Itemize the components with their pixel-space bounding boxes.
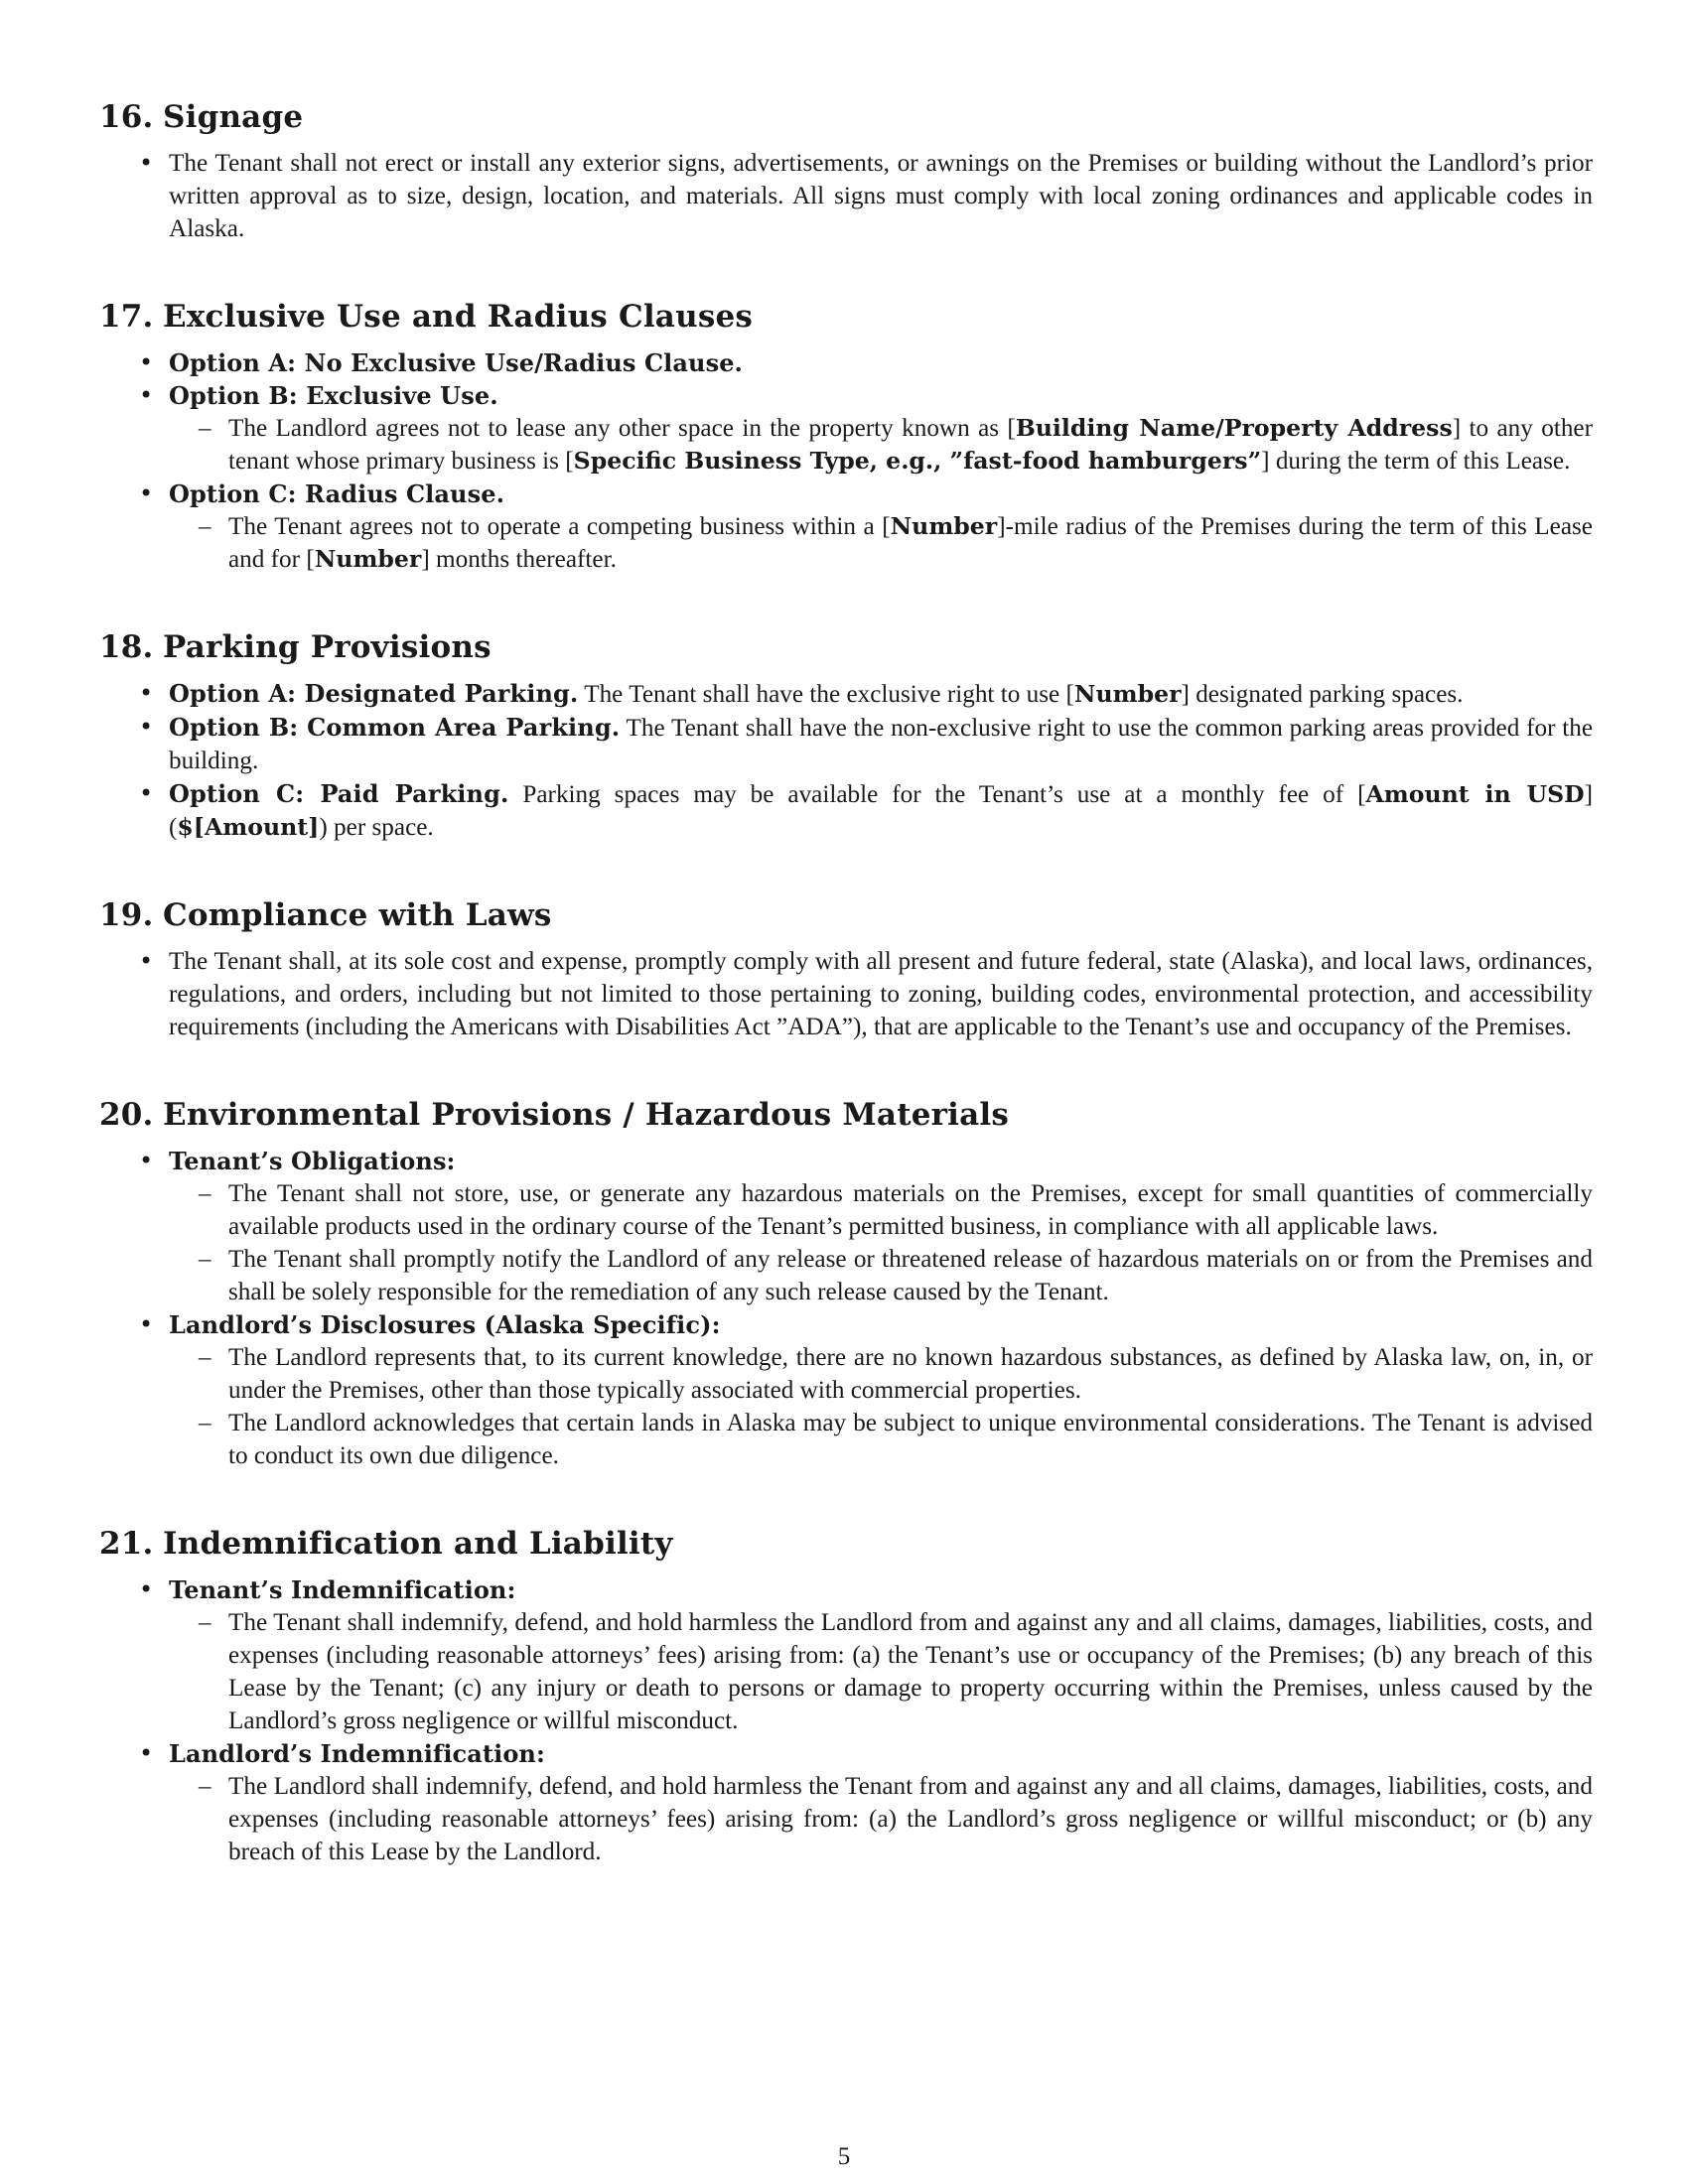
- paragraph: – The Tenant shall indemnify, defend, and hold harmless the Landlord from and against any and all claims, damages, liabilities, costs, and expenses (including reasonable attorneys’ fees) arising from: (a) the Tenant’s use or occupancy of the Premises; (b) any breach of this Lease by the Tenant; (c) any injury or death to persons or damage to property occurring within the Premises, unless caused by the Landlord’s gross negligence or willful misconduct.: [228, 1609, 1593, 1734]
- subsection-label: • Landlord’s Disclosures (Alaska Specific):: [169, 1310, 721, 1339]
- bullet-list: [99, 346, 1593, 576]
- sub-list: [169, 510, 1593, 576]
- section-number: 19.: [99, 897, 154, 933]
- paragraph: [169, 677, 1593, 711]
- placeholder-field: Number: [314, 545, 422, 573]
- text-run: ) per space.: [319, 814, 434, 841]
- sub-list-item: [228, 1407, 1593, 1472]
- section-title: Parking Provisions: [163, 629, 492, 665]
- option-label: Option A: Designated Parking.: [169, 679, 579, 708]
- text-run: ] to any other tenant whose primary business is [: [228, 415, 1593, 475]
- section-environmental: [99, 1093, 1593, 1472]
- paragraph: • The Tenant shall not erect or install any exterior signs, advertisements, or awnings on the Premises or building without the Landlord’s prior written approval as to size, design, location, and materials. All signs must comply with local zoning ordinances and applicable codes in Alaska.: [169, 150, 1593, 242]
- text-run: Parking spaces may be available for the Tenant’s use at a monthly fee of [: [508, 781, 1366, 808]
- sub-list-item: [228, 412, 1593, 478]
- placeholder-field: Building Name/Property Address: [1015, 414, 1453, 442]
- sub-list: [169, 1341, 1593, 1472]
- list-item: [169, 677, 1593, 711]
- paragraph: [169, 777, 1593, 844]
- list-item: [169, 346, 1593, 379]
- sub-list-item: [228, 1770, 1593, 1868]
- subsection-label: • Landlord’s Indemnification:: [169, 1739, 545, 1768]
- subsection-label: • Tenant’s Indemnification:: [169, 1575, 516, 1604]
- section-heading: [99, 1093, 1593, 1137]
- sub-list: [169, 1606, 1593, 1737]
- list-item: [169, 711, 1593, 777]
- option-label: Option C: Paid Parking.: [169, 779, 509, 808]
- sub-list-item: [228, 510, 1593, 576]
- text-run: ] designated parking spaces.: [1181, 681, 1464, 708]
- list-item: [169, 478, 1593, 576]
- option-label: Option B: Common Area Parking.: [169, 713, 621, 742]
- list-item: [169, 1573, 1593, 1737]
- sub-list-item: [228, 1341, 1593, 1407]
- text-run: ] during the term of this Lease.: [1261, 448, 1571, 475]
- sub-list: [169, 1177, 1593, 1308]
- sub-list: [169, 1770, 1593, 1868]
- text-run: ] months thereafter.: [421, 546, 617, 573]
- text-run: ] (: [169, 781, 1593, 841]
- text-run: The Tenant shall have the non-exclusive right to use the common parking areas provided for the building.: [169, 715, 1593, 774]
- section-heading: [99, 1522, 1593, 1566]
- list-item: [169, 147, 1593, 245]
- paragraph: [169, 711, 1593, 777]
- sub-list-item: [228, 1606, 1593, 1737]
- list-item: [169, 1308, 1593, 1472]
- page-number: 5: [837, 2143, 851, 2170]
- section-exclusive-use: [99, 295, 1593, 576]
- paragraph: – The Tenant shall promptly notify the Landlord of any release or threatened release of hazardous materials on or from the Premises and shall be solely responsible for the remediation of any such release caused by the Tenant.: [228, 1246, 1593, 1305]
- sub-list-item: [228, 1177, 1593, 1243]
- list-item: [169, 1145, 1593, 1308]
- option-label: • Option B: Exclusive Use.: [169, 381, 498, 410]
- section-compliance: [99, 893, 1593, 1043]
- bullet-list: [99, 1573, 1593, 1868]
- paragraph: – The Landlord represents that, to its current knowledge, there are no known hazardous substances, as defined by Alaska law, on, in, or under the Premises, other than those typically associated with commercial properties.: [228, 1344, 1593, 1404]
- placeholder-field: $[Amount]: [177, 813, 320, 841]
- list-item: [169, 379, 1593, 478]
- section-heading: [99, 295, 1593, 339]
- section-title: Signage: [163, 99, 304, 135]
- section-heading: [99, 893, 1593, 937]
- bullet-list: [99, 677, 1593, 844]
- section-title: Indemnification and Liability: [163, 1526, 673, 1562]
- text-run: The Tenant shall have the exclusive right to use [: [578, 681, 1074, 708]
- section-signage: [99, 95, 1593, 245]
- text-run: The Landlord agrees not to lease any other space in the property known as [: [228, 415, 1016, 442]
- sub-list: [169, 412, 1593, 478]
- section-heading: [99, 95, 1593, 139]
- placeholder-field: Amount in USD: [1365, 780, 1585, 808]
- text-run: ]-mile radius of the Premises during the term of this Lease and for [: [228, 513, 1593, 573]
- paragraph: [228, 412, 1593, 478]
- text-run: The Tenant agrees not to operate a competing business within a [: [228, 513, 891, 540]
- section-number: 17.: [99, 299, 154, 335]
- section-number: 21.: [99, 1526, 154, 1562]
- placeholder-field: Specific Business Type, e.g., ”fast-food hamburgers”: [573, 447, 1262, 475]
- paragraph: [228, 510, 1593, 576]
- sub-list-item: [228, 1243, 1593, 1308]
- section-indemnification: [99, 1522, 1593, 1868]
- list-item: [169, 1737, 1593, 1868]
- option-label: • Option C: Radius Clause.: [169, 479, 505, 508]
- bullet-list: [99, 1145, 1593, 1472]
- bullet-list: [99, 945, 1593, 1043]
- paragraph: – The Landlord shall indemnify, defend, and hold harmless the Tenant from and against any and all claims, damages, liabilities, costs, and expenses (including reasonable attorneys’ fees) arising from: (a) the Landlord’s gross negligence or willful misconduct; or (b) any breach of this Lease by the Landlord.: [228, 1773, 1593, 1865]
- placeholder-field: Number: [1073, 680, 1182, 708]
- section-title: Environmental Provisions / Hazardous Materials: [163, 1097, 1010, 1133]
- paragraph: – The Tenant shall not store, use, or generate any hazardous materials on the Premises, except for small quantities of commercially available products used in the ordinary course of the Tenant’s permitted business, in compliance with all applicable laws.: [228, 1180, 1593, 1240]
- paragraph: – The Landlord acknowledges that certain lands in Alaska may be subject to unique environmental considerations. The Tenant is advised to conduct its own due diligence.: [228, 1410, 1593, 1469]
- section-heading: [99, 625, 1593, 669]
- section-number: 16.: [99, 99, 154, 135]
- section-number: 20.: [99, 1097, 154, 1133]
- paragraph: • The Tenant shall, at its sole cost and expense, promptly comply with all present and future federal, state (Alaska), and local laws, ordinances, regulations, and orders, including but not limited to those pertaining to zoning, building codes, environmental protection, and accessibility requirements (including the Americans with Disabilities Act ”ADA”), that are applicable to the Tenant’s use and occupancy of the Premises.: [169, 948, 1593, 1040]
- subsection-label: • Tenant’s Obligations:: [169, 1147, 456, 1175]
- list-item: [169, 777, 1593, 844]
- section-number: 18.: [99, 629, 154, 665]
- list-item: [169, 945, 1593, 1043]
- section-title: Exclusive Use and Radius Clauses: [163, 299, 754, 335]
- section-title: Compliance with Laws: [163, 897, 552, 933]
- document-page: [99, 95, 1593, 1918]
- option-label: • Option A: No Exclusive Use/Radius Clause.: [169, 348, 744, 377]
- placeholder-field: Number: [890, 512, 998, 540]
- bullet-list: [99, 147, 1593, 245]
- section-parking: [99, 625, 1593, 844]
